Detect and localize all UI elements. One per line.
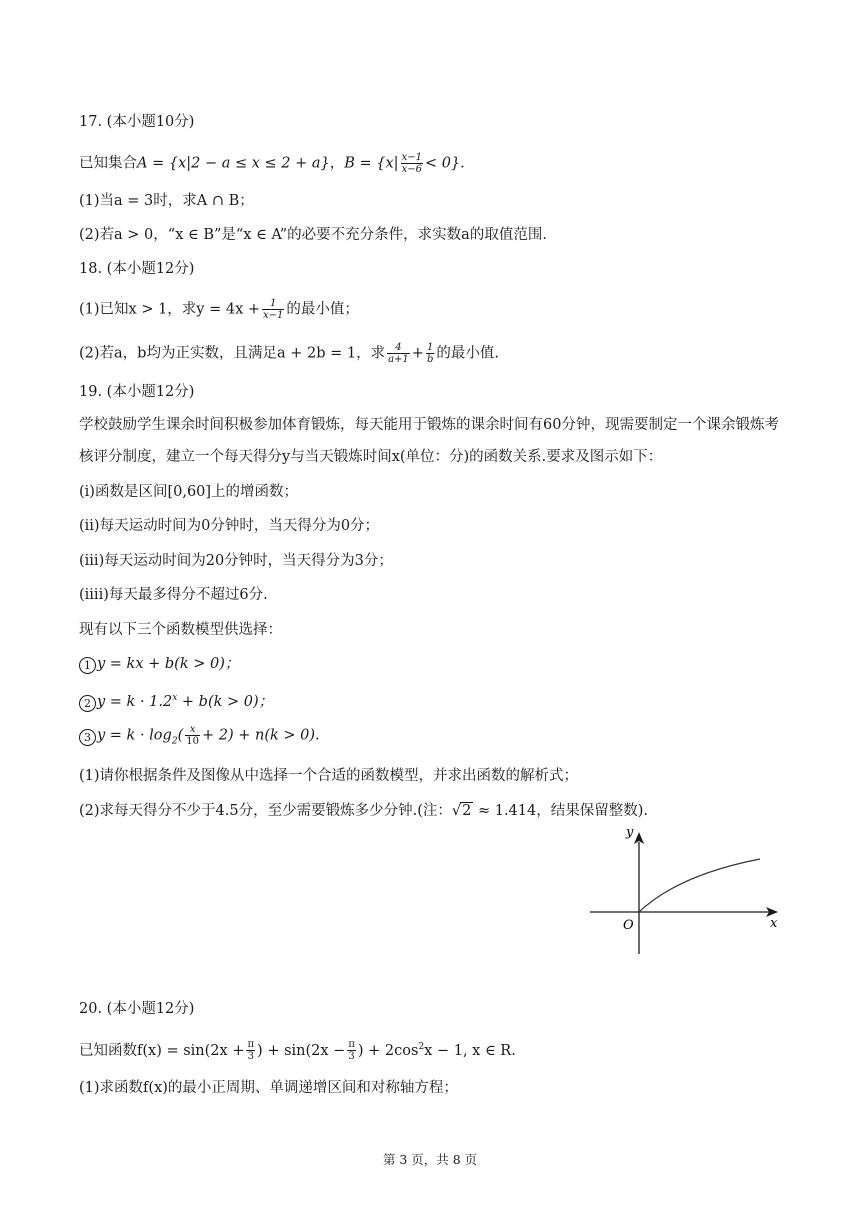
q18-part2-numerator1: 4: [387, 342, 410, 354]
q18-part2-fraction1: [387, 342, 410, 365]
q20-denominator1: 3: [247, 1051, 254, 1063]
q18-header: 18. (本小题12分): [79, 261, 195, 277]
q20-denominator2: 3: [348, 1051, 355, 1063]
q20-stem-mid: ) + sin(2x −: [257, 1042, 346, 1059]
q19-model-1: [79, 653, 239, 675]
q20-numerator2: π: [348, 1039, 355, 1051]
q20-numerator1: π: [247, 1039, 255, 1051]
q17-set-b-prefix: B = {x|: [344, 155, 399, 172]
q20-stem-post: x − 1, x ∈ R.: [424, 1042, 516, 1059]
q17-part1: (1)当a = 3时，求A ∩ B；: [79, 193, 254, 209]
circled-number-2: 2: [79, 695, 96, 712]
q19-part2-pre: (2)求每天得分不少于4.5分，至少需要锻炼多少分钟.(注：: [79, 803, 452, 819]
q19-part1: (1)请你根据条件及图像从中选择一个合适的函数模型，并求出函数的解析式；: [79, 768, 579, 784]
q20-fraction1: [246, 1039, 255, 1062]
q18-part2-suffix: 的最小值.: [436, 345, 499, 362]
q18-part2-denominator2: b: [426, 354, 434, 365]
q17-stem-prefix: 已知集合: [79, 155, 137, 172]
q19-part2: [79, 800, 648, 822]
q19-model-3: [79, 724, 320, 752]
q20-exponent: 2: [418, 1042, 425, 1052]
q19-model-3-open-paren: (: [177, 727, 184, 744]
q20-fraction2: [347, 1039, 356, 1062]
origin-label: O: [623, 918, 634, 933]
q19-model-1-formula: y = kx + b(k > 0)；: [97, 656, 240, 672]
q19-condition-1: (i)函数是区间[0,60]上的增函数；: [79, 484, 299, 500]
q17-set-b-suffix: < 0}.: [424, 155, 465, 172]
function-graph: [588, 820, 788, 960]
q17-fraction-numerator: x−1: [401, 152, 422, 163]
q19-part2-post: ≈ 1.414，结果保留整数).: [473, 803, 649, 819]
q20-header: 20. (本小题12分): [79, 1001, 195, 1017]
q19-header: 19. (本小题12分): [79, 384, 195, 400]
page-footer: 第 3 页，共 8 页: [382, 1152, 478, 1167]
q20-part1: (1)求函数f(x)的最小正周期、单调递增区间和对称轴方程；: [79, 1080, 458, 1096]
sqrt-argument: 2: [462, 803, 472, 819]
q19-condition-2: (ii)每天运动时间为0分钟时，当天得分为0分；: [79, 518, 380, 534]
q18-part2-fraction2: [426, 342, 434, 365]
q17-set-b-fraction: [401, 152, 423, 175]
q18-part2-denominator1: a+1: [388, 354, 409, 365]
q19-stem: 学校鼓励学生课余时间积极参加体育锻炼，每天能用于锻炼的课余时间有60分钟，现需要制定一个课余锻炼考核评分制度，建立一个每天得分y与当天锻炼时间x(单位：分)的函数关系.要求及图示如下：: [79, 417, 779, 465]
q18-part1-fraction: [262, 298, 284, 321]
q17-fraction-denominator: x−6: [401, 164, 422, 175]
x-axis-label: x: [770, 916, 778, 931]
q20-stem-pre: 已知函数f(x) = sin(2x +: [79, 1042, 245, 1059]
q19-model-3-formula-post: + 2) + n(k > 0).: [201, 727, 320, 744]
q19-model-3-denominator: 10: [186, 736, 199, 747]
q18-part1-denominator: x−1: [263, 310, 284, 321]
q17-separator: ，: [329, 155, 345, 172]
q18-part1: [79, 298, 359, 321]
q18-part2-numerator2: 1: [426, 342, 434, 353]
q18-part1-numerator: 1: [262, 298, 284, 310]
q17-part2: (2)若a > 0，“x ∈ B”是“x ∈ A”的必要不充分条件，求实数a的取值范围.: [79, 227, 547, 243]
q19-models-intro: 现有以下三个函数模型供选择：: [79, 622, 282, 638]
q19-condition-4: (iiii)每天最多得分不超过6分.: [79, 587, 268, 603]
q17-header: 17. (本小题10分): [79, 114, 195, 130]
q19-model-3-numerator: x: [185, 724, 200, 736]
q17-stem: [79, 152, 465, 175]
q18-part1-prefix: (1)已知x > 1，求y = 4x +: [79, 301, 261, 318]
q20-stem: [79, 1036, 516, 1062]
q19-model-3-log-base: 2: [171, 736, 178, 747]
q19-model-2: [79, 687, 273, 713]
q19-model-3-fraction: [185, 724, 200, 747]
q18-part2: [79, 342, 499, 365]
circled-number-3: 3: [79, 729, 96, 746]
q18-part1-suffix: 的最小值；: [286, 301, 359, 318]
q18-part2-prefix: (2)若a，b均为正实数，且满足a + 2b = 1，求: [79, 345, 386, 362]
sqrt-sign: √: [451, 803, 462, 819]
q17-set-a: A = {x|2 − a ≤ x ≤ 2 + a}: [137, 155, 330, 172]
growth-curve: [639, 859, 760, 912]
y-axis-label: y: [626, 825, 634, 840]
q19-condition-3: (iii)每天运动时间为20分钟时，当天得分为3分；: [79, 553, 393, 569]
q19-model-3-formula-pre: y = k · log: [97, 727, 172, 744]
q18-part2-plus: +: [411, 345, 424, 362]
q19-model-2-exponent: x: [172, 693, 178, 703]
q19-model-2-formula-pre: y = k · 1.2: [97, 693, 173, 710]
circled-number-1: 1: [79, 657, 96, 674]
q20-stem-post-pre: ) + 2cos: [357, 1042, 419, 1059]
q19-model-2-formula-post: + b(k > 0)；: [177, 693, 274, 710]
